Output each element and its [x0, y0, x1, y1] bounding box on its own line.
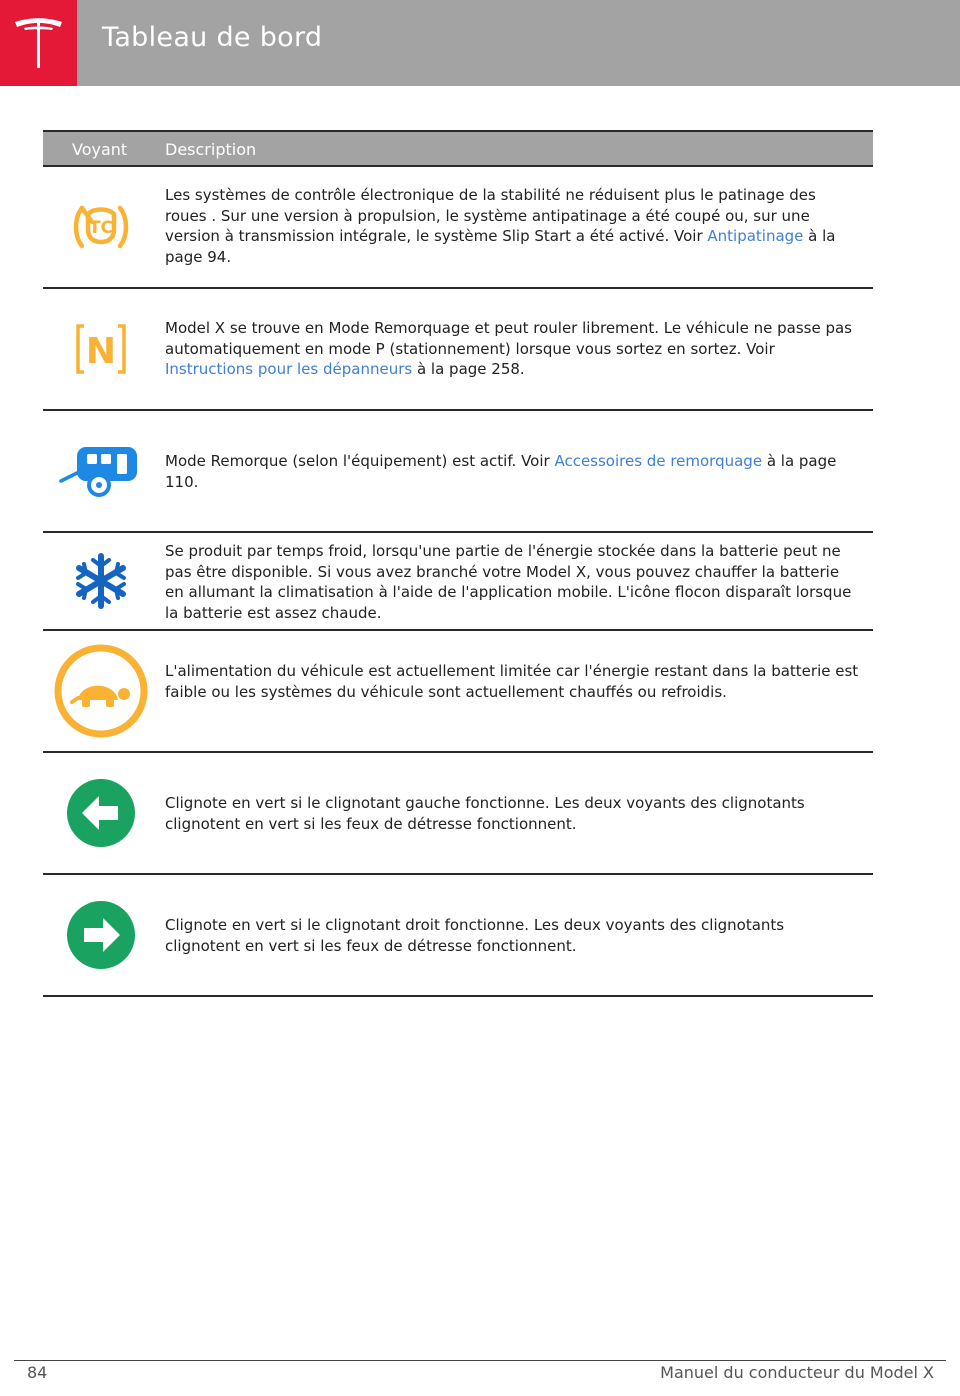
right-turn-signal-icon — [43, 875, 159, 995]
table-row — [43, 631, 873, 753]
column-header-description: Description — [165, 140, 257, 159]
page-header — [0, 0, 960, 86]
table-row — [43, 289, 873, 411]
trailer-icon — [43, 411, 159, 531]
svg-text:N: N — [85, 331, 117, 372]
turtle-icon — [43, 631, 159, 751]
indicator-table — [43, 130, 873, 997]
row-description: Mode Remorque (selon l'équipement) est actif. Voir Accessoires de remorquage à la page 110. — [165, 452, 837, 491]
link-instructions-depanneurs[interactable]: Instructions pour les dépanneurs — [165, 360, 413, 378]
row-description: Clignote en vert si le clignotant gauche fonctionne. Les deux voyants des clignotants clignotent en vert si les feux de détresse fonctionnent. — [165, 794, 805, 833]
column-header-voyant: Voyant — [72, 140, 128, 159]
footer-divider — [14, 1360, 946, 1361]
neutral-tow-mode-icon — [43, 289, 159, 409]
traction-control-off-icon — [43, 167, 159, 287]
row-description: Les systèmes de contrôle électronique de la stabilité ne réduisent plus le patinage des roues . Sur une version à propulsion, le système antipatinage a été coupé ou, sur une version à transmission intégrale, le système Slip Start a été activé. Voir Antipatinage à la page 94. — [165, 186, 836, 266]
page-title: Tableau de bord — [102, 22, 323, 53]
table-row — [43, 875, 873, 997]
link-antipatinage[interactable]: Antipatinage — [707, 227, 804, 245]
table-row — [43, 167, 873, 289]
row-description: Clignote en vert si le clignotant droit fonctionne. Les deux voyants des clignotants clignotent en vert si les feux de détresse fonctionnent. — [165, 916, 785, 955]
link-accessoires-remorquage[interactable]: Accessoires de remorquage — [554, 452, 763, 470]
row-description: Se produit par temps froid, lorsqu'une partie de l'énergie stockée dans la batterie peut ne pas être disponible. Si vous avez branché votre Model X, vous pouvez chauffer la batterie en allumant la climatisation à l'aide de l'application mobile. L'icône flocon disparaît lorsque la batterie est assez chaude. — [165, 542, 852, 622]
table-row — [43, 533, 873, 631]
tesla-logo-icon — [12, 16, 65, 70]
row-description: L'alimentation du véhicule est actuellement limitée car l'énergie restant dans la batterie est faible ou les systèmes du véhicule sont actuellement chauffés ou refroidis. — [165, 662, 859, 701]
table-row — [43, 753, 873, 875]
row-description: Model X se trouve en Mode Remorquage et peut rouler librement. Le véhicule ne passe pas automatiquement en mode P (stationnement) lorsque vous sortez en sortez. Voir Instructions pour les dépanneurs à la page 258. — [165, 319, 852, 378]
left-turn-signal-icon — [43, 753, 159, 873]
svg-text:TC: TC — [88, 218, 114, 238]
page-number: 84 — [27, 1363, 48, 1382]
tesla-logo — [0, 0, 77, 86]
snowflake-icon — [43, 533, 159, 629]
manual-title: Manuel du conducteur du Model X — [660, 1363, 934, 1382]
table-header — [43, 130, 873, 167]
table-row — [43, 411, 873, 533]
